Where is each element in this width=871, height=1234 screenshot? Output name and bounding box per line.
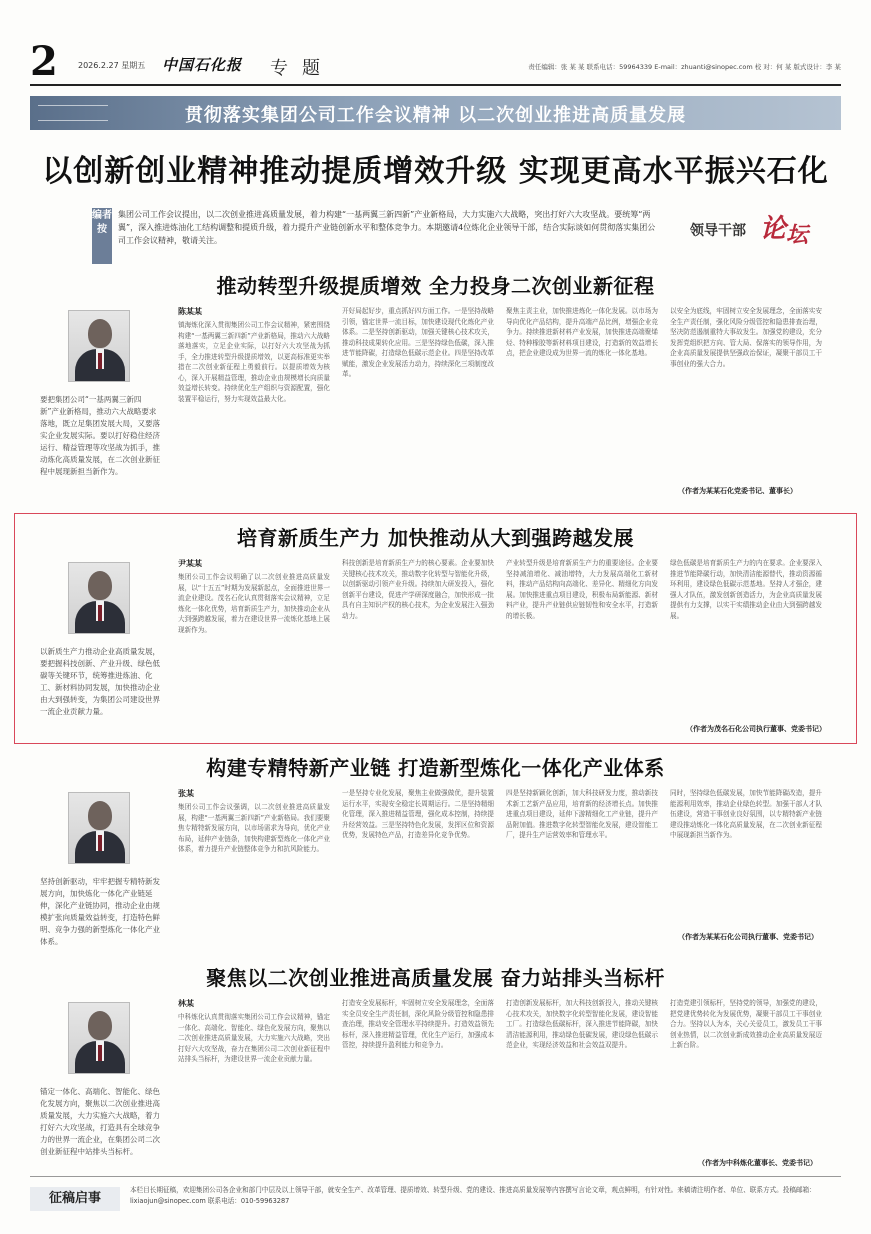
text-column: 开好局起好步，重点抓好四方面工作。一是坚持战略引领，锚定世界一流目标，加快建设现代化炼化产业体系。二是坚持创新驱动，加强关键核心技术攻关，推动科技成果转化应用。三是坚持绿色低碳，深入推进节能降碳，打造绿色低碳示范企业。四是坚持改革赋能，激发企业发展活力动力，持续深化三项制度改革。 [342, 307, 494, 378]
author-portrait [68, 1002, 130, 1074]
author-name: 陈某某 [178, 307, 202, 316]
article-title: 推动转型升级提质增效 全力投身二次创业新征程 [216, 274, 655, 298]
pull-quote: 要把集团公司“一基两翼三新四新”产业新格局，推动六大战略要求落地，既立足集团发展大局，又要落实企业发展实际。要以打好稳住经济运行、精益管理等攻坚战为抓手，推动炼化高质量发展，在二次创业新征程中展现新担当新作为。 [40, 395, 160, 476]
text-column: 四是坚持新颖化创新，加大科技研发力度，推动新技术新工艺新产品应用，培育新的经济增长点。加快推进重点项目建设，延伸下游精细化工产业链，提升产品附加值。推进数字化转型智能化发展，建设智能工厂，提升生产运营效率和管理水平。 [506, 789, 658, 839]
page-title: 以创新创业精神推动提质增效升级 实现更高水平振兴石化 [42, 154, 829, 189]
article-2 [30, 522, 841, 740]
editor-info: 责任编辑：张 某 某 联系电话：59964339 E-mail：zhuanti@sinopec.com 校 对：何 某 版式设计：李 某 [528, 63, 841, 71]
text-column: 中科炼化认真贯彻落实集团公司工作会议精神，锚定一体化、高端化、智能化、绿色化发展方向，聚焦以二次创业推进高质量发展，大力实施六大战略，突出打好六大攻坚战，奋力在集团公司二次创业新征程中站排头当标杆，为建设世界一流企业贡献力量。 [178, 1013, 330, 1063]
author-portrait [68, 310, 130, 382]
text-column: 产业转型升级是培育新质生产力的重要途径。企业要坚持减油增化、减油增特，大力发展高端化工新材料，推动产品结构向高端化、差异化、精细化方向发展。加快推进重点项目建设，积极布局新能源、新材料产业，提升产业链供应链韧性和安全水平，打造新的增长极。 [506, 559, 658, 620]
text-column: 镇海炼化深入贯彻集团公司工作会议精神，紧密围绕构建“一基两翼三新四新”产业新格局，推动六大战略落地落实，立足企业实际，以打好六大攻坚战为抓手，全力推进转型升级提质增效，以更高标准更实举措在二次创业新征程上勇毅前行。以提质增效为核心，深入开展精益管理，推动企业由规模增长向质量效益增长转变。持续优化生产组织与资源配置，强化装置平稳运行，努力实现效益最大化。 [178, 321, 330, 403]
article-title: 构建专精特新产业链 打造新型炼化一体化产业体系 [206, 756, 665, 780]
issue-date: 2026.2.27 星期五 [78, 61, 146, 70]
article-4 [30, 962, 841, 1172]
author-byline: （作者为某某石化公司执行董事、党委书记） [678, 933, 818, 941]
pull-quote: 锚定一体化、高端化、智能化、绿色化发展方向，聚焦以二次创业推进高质量发展，大力实施六大战略，着力打好六大攻坚战，打造具有全球竞争力的世界一流企业，在集团公司二次创业新征程中站排头当标杆。 [40, 1087, 160, 1156]
author-byline: （作者为某某石化党委书记、董事长） [678, 487, 797, 495]
author-byline: （作者为中科炼化董事长、党委书记） [698, 1159, 817, 1167]
article-3 [30, 752, 841, 946]
text-column: 聚焦主责主业，加快推进炼化一体化发展。以市场为导向优化产品结构，提升高端产品比例，增强企业竞争力。持续推进新材料产业发展，加快推进高端聚烯烃、特种橡胶等新材料项目建设，打造新的效益增长点，把企业建设成为世界一流的炼化一体化基地。 [506, 307, 658, 357]
article-title: 培育新质生产力 加快推动从大到强跨越发展 [237, 526, 634, 550]
text-column: 同时，坚持绿色低碳发展，加快节能降碳改造，提升能源利用效率，推动企业绿色转型。加强干部人才队伍建设，营造干事创业良好氛围，以专精特新产业链建设推动炼化一体化高质量发展，在二次创业新征程中展现新担当新作为。 [670, 789, 822, 839]
text-column: 科技创新是培育新质生产力的核心要素。企业要加快关键核心技术攻关，推动数字化转型与智能化升级，以创新驱动引领产业升级。持续加大研发投入，强化创新平台建设，促进产学研深度融合，加快形成一批具有自主知识产权的核心技术，为企业发展注入强劲动力。 [342, 559, 494, 620]
author-name: 林某 [178, 999, 194, 1008]
newspaper-logo: 中国石化报 [162, 56, 243, 74]
article-body [178, 788, 828, 946]
banner-title: 贯彻落实集团公司工作会议精神 以二次创业推进高质量发展 [184, 105, 687, 126]
masthead [30, 38, 841, 86]
topic-banner [30, 96, 841, 130]
article-body [178, 558, 828, 738]
text-column: 打造创新发展标杆，加大科技创新投入，推动关键核心技术攻关，加快数字化转型智能化发展，建设智能工厂。打造绿色低碳标杆，深入推进节能降碳，加快清洁能源利用，推动绿色低碳发展，建设绿色低碳示范企业，实现经济效益和社会效益双提升。 [506, 999, 658, 1049]
section-label: 专题 [270, 58, 334, 79]
text-column: 打造安全发展标杆，牢固树立安全发展理念，全面落实全员安全生产责任制，深化风险分级管控和隐患排查治理，推动安全管理水平持续提升。打造效益领先标杆，深入推进精益管理，优化生产运行，加强成本管控，持续提升盈利能力和竞争力。 [342, 999, 494, 1049]
forum-char-1: 论 [760, 214, 787, 244]
author-byline: （作者为茂名石化公司执行董事、党委书记） [686, 725, 826, 733]
text-column: 以安全为底线，牢固树立安全发展理念，全面落实安全生产责任制，强化风险分级管控和隐患排查治理，坚决防范遏制重特大事故发生。加强党的建设，充分发挥党组织把方向、管大局、保落实的领导作用，为企业高质量发展提供坚强政治保证，凝聚干部员工干事创业的强大合力。 [670, 307, 822, 368]
article-body [178, 306, 828, 501]
article-title: 聚焦以二次创业推进高质量发展 奋力站排头当标杆 [206, 966, 665, 990]
article-body [178, 998, 828, 1170]
author-name: 张某 [178, 789, 194, 798]
author-portrait [68, 562, 130, 634]
forum-label: 领导干部 [690, 223, 746, 239]
author-portrait [68, 792, 130, 864]
text-column: 集团公司工作会议强调，以二次创业推进高质量发展，构建“一基两翼三新四新”产业新格局。我们要聚焦专精特新发展方向，以市场需求为导向，优化产业布局，延伸产业链条，加快构建新型炼化一体化产业体系，着力提升产业链整体竞争力和抗风险能力。 [178, 803, 330, 853]
editor-note-tag: 编者按 [92, 208, 112, 264]
text-column: 绿色低碳是培育新质生产力的内在要求。企业要深入推进节能降碳行动，加快清洁能源替代，推动资源循环利用，建设绿色低碳示范基地。坚持人才强企，建强人才队伍，激发创新创造活力，为企业高质量发展提供有力支撑，以实干实绩推动企业由大到强跨越发展。 [670, 559, 822, 620]
pull-quote: 坚持创新驱动，牢牢把握专精特新发展方向，加快炼化一体化产业链延伸，深化产业链协同，推动企业由规模扩张向质量效益转变，打造特色鲜明、竞争力强的新型炼化一体化产业体系。 [40, 877, 160, 946]
call-for-papers-label: 征稿启事 [30, 1187, 120, 1211]
forum-logo [690, 208, 820, 248]
text-column: 集团公司工作会议明确了以二次创业推进高质量发展，以“十五五”时期为发展新起点，全面推进世界一流企业建设。茂名石化认真贯彻落实会议精神，立足炼化一体化优势，培育新质生产力，加快推动企业从大到强跨越发展，着力在建设世界一流炼化基地上展现新作为。 [178, 573, 330, 634]
pull-quote: 以新质生产力推动企业高质量发展，要把握科技创新、产业升级、绿色低碳等关键环节，统筹推进炼油、化工、新材料协同发展，加快推动企业由大到强转变，为集团公司建设世界一流企业贡献力量。 [40, 647, 160, 716]
article-1 [30, 270, 841, 505]
page-number: 2 [30, 38, 58, 85]
forum-char-2: 坛 [786, 222, 809, 248]
text-column: 一是坚持专业化发展，聚焦主业做强做优，提升装置运行水平，实现安全稳定长周期运行。二是坚持精细化管理，深入推进精益管理，强化成本控制，持续提升经营效益。三是坚持特色化发展，发挥区位和资源优势，发展特色产品，打造差异化竞争优势。 [342, 789, 494, 839]
text-column: 打造党建引领标杆，坚持党的领导，加强党的建设，把党建优势转化为发展优势，凝聚干部员工干事创业合力。坚持以人为本，关心关爱员工，激发员工干事创业热情，以二次创业新成效推动企业高质量发展迈上新台阶。 [670, 999, 822, 1049]
author-name: 尹某某 [178, 559, 202, 568]
call-for-papers [30, 1176, 841, 1220]
call-for-papers-text: 本栏目长期征稿，欢迎集团公司各企业和部门中层及以上领导干部，就安全生产、改革管理、提质增效、转型升级、党的建设、推进高质量发展等内容撰写言论文章，观点鲜明，有针对性。来稿请注明作者、单位、联系方式。投稿邮箱：lixiaojun@sinopec.com 联系电话：010-59963287 [130, 1186, 816, 1205]
editor-note-text: 集团公司工作会议提出，以二次创业推进高质量发展，着力构建“一基两翼三新四新”产业新格局，大力实施六大战略，突出打好六大攻坚战。要统筹“两翼”，深入推进炼油化工结构调整和提质升级，着力提升产业链创新水平和整体竞争力。本期邀请4位炼化企业领导干部，结合实际谈如何贯彻落实集团公司工作会议精神，敬请关注。 [118, 210, 656, 245]
